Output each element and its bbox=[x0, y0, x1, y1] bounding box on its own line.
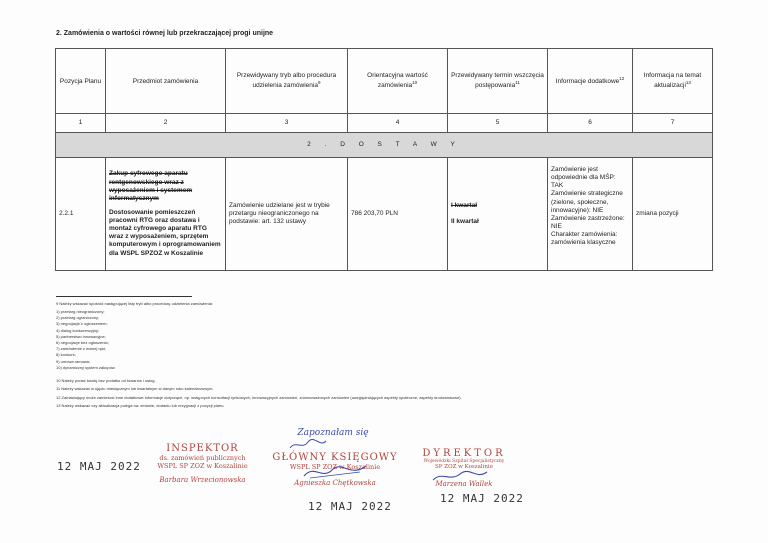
section-heading: 2. Zamówienia o wartości równej lub przekraczającej progi unijne bbox=[56, 30, 274, 37]
header-cell: Przewidywany tryb albo procedura udzielenia zamówienia$^9$ bbox=[226, 49, 348, 114]
date-stamp: 12 MAJ 2022 bbox=[57, 460, 141, 473]
stamp-title: INSPEKTOR bbox=[166, 443, 239, 454]
value-cell: 786 203,70 PLN bbox=[348, 158, 448, 271]
stamp-title: GŁÓWNY KSIĘGOWY bbox=[272, 452, 398, 463]
list-item: 3) negocjacje z ogłoszeniem; bbox=[56, 321, 108, 327]
footnote-12: 12 Zamawiający może zamieścić inne dodatkowe informacje dotyczące, np. wstępnych konsultacji rynkowych, innowacyjnych zamówień, zrównoważonych zamówień (uwzględniających aspekty społeczne, aspekty środowiskowe). bbox=[56, 395, 462, 400]
column-number-row bbox=[56, 114, 713, 133]
footnote-list bbox=[56, 309, 116, 371]
column-number: 3 bbox=[226, 114, 348, 133]
list-item: 1) przetarg nieograniczony; bbox=[56, 309, 105, 314]
stamp-title: DYREKTOR bbox=[422, 448, 506, 459]
info-line: Zamówienie jest odpowiednie dla MŚP: TAK bbox=[551, 166, 616, 190]
update-cell: zmiana pozycji bbox=[633, 158, 713, 271]
list-item: 8) konkurs; bbox=[56, 352, 76, 358]
info-line: Zamówienie zastrzeżone: NIE bbox=[551, 214, 625, 230]
date-stamp: 12 MAJ 2022 bbox=[440, 492, 524, 505]
stamp-line: Wojewódzki Szpital Specjalistyczny bbox=[423, 459, 505, 464]
stamp-name: Barbara Wrzecionowska bbox=[159, 476, 246, 484]
position-cell: 2.2.1 bbox=[56, 158, 106, 271]
list-item: 10) dynamiczny system zakupów. bbox=[56, 364, 116, 370]
header-cell: Pozycja Planu bbox=[56, 49, 106, 114]
signature-icon bbox=[300, 462, 370, 482]
term-cell bbox=[448, 158, 548, 271]
footnote-13: 13 Należy wskazać czy aktualizacja polega na: zmianie, dodaniu lub rezygnacji z pozycji planu. bbox=[56, 403, 225, 408]
list-item: 9) umowa ramowa; bbox=[56, 358, 91, 364]
section-label: 2 . D O S T A W Y bbox=[56, 133, 713, 158]
header-cell: Informacje dodatkowe$^{12}$ bbox=[548, 49, 633, 114]
term-new: II kwartał bbox=[451, 218, 479, 225]
list-item: 2) przetarg ograniczony; bbox=[56, 315, 100, 321]
column-number: 7 bbox=[633, 114, 713, 133]
list-item: 5) partnerstwo innowacyjne; bbox=[56, 333, 106, 339]
footnote-divider bbox=[56, 296, 192, 297]
stamp-line: SP ZOZ w Koszalinie bbox=[435, 464, 493, 470]
list-item: 6) negocjacje bez ogłoszenia; bbox=[56, 339, 109, 345]
column-number: 5 bbox=[448, 114, 548, 133]
footnote-11: 11 Należy wskazać w ujęciu miesięcznym lub kwartalnym w danym roku kalendarzowym. bbox=[56, 386, 214, 391]
info-line: Charakter zamówienia: zamówienia klasyczne bbox=[551, 231, 618, 247]
signature-initials bbox=[288, 438, 328, 452]
table-row bbox=[56, 158, 713, 271]
inspector-stamp bbox=[140, 443, 265, 484]
acknowledgement-note: Zapoznałam się bbox=[297, 428, 369, 438]
column-number: 6 bbox=[548, 114, 633, 133]
info-line: Zamówienie strategiczne (zielone, społeczne, innowacyjne): NIE bbox=[551, 190, 623, 214]
section-row bbox=[56, 133, 713, 158]
date-stamp: 12 MAJ 2022 bbox=[308, 500, 392, 513]
stamp-line: ds. zamówień publicznych bbox=[159, 454, 246, 462]
subject-new: Dostosowanie pomieszczeń pracowni RTG oraz dostawa i montaż cyfrowego aparatu RTG wraz z wyposażeniem, sprzętem komputerowym i oprogramowaniem dla WSPL SPZOZ w Koszalinie bbox=[109, 208, 221, 257]
header-cell: Informacja na temat aktualizacji$^{13}$ bbox=[633, 49, 713, 114]
procedure-cell: Zamówienie udzielane jest w trybie przetargu nieograniczonego na podstawie: art. 132 ustawy bbox=[226, 158, 348, 271]
column-number: 2 bbox=[106, 114, 226, 133]
subject-cell bbox=[106, 158, 226, 271]
table-header-row bbox=[56, 49, 713, 114]
list-item: 7) zamówienie z wolnej ręki; bbox=[56, 346, 107, 352]
info-cell bbox=[548, 158, 633, 271]
header-cell: Przedmiot zamówienia bbox=[106, 49, 226, 114]
stamp-name: Marzena Wallek bbox=[435, 480, 493, 488]
footnote-9: 9 Należy wskazać spośród następującej listy tryb albo procedurę udzielenia zamówienia: bbox=[56, 301, 213, 306]
term-struck: I kwartał bbox=[451, 201, 478, 209]
subject-struck: Zakup cyfrowego aparatu rentgenowskiego wraz z wyposażeniem i systemem informatycznym bbox=[109, 170, 193, 202]
stamp-line: WSPL SP ZOZ w Koszalinie bbox=[289, 463, 381, 471]
column-number: 1 bbox=[56, 114, 106, 133]
header-cell: Przewidywany termin wszczęcia postępowania$^{11}$ bbox=[448, 49, 548, 114]
stamp-name: Agnieszka Chętkowska bbox=[294, 479, 376, 487]
signature-icon bbox=[430, 468, 490, 484]
list-item: 4) dialog konkurencyjny; bbox=[56, 327, 100, 333]
header-cell: Orientacyjna wartość zamówienia$^{10}$ bbox=[348, 49, 448, 114]
column-number: 4 bbox=[348, 114, 448, 133]
footnote-10: 10 Należy podać kwotę bez podatku od towarów i usług. bbox=[56, 378, 156, 383]
procurement-plan-table bbox=[55, 48, 713, 271]
stamp-line: WSPL SP ZOZ w Koszalinie bbox=[157, 462, 248, 470]
